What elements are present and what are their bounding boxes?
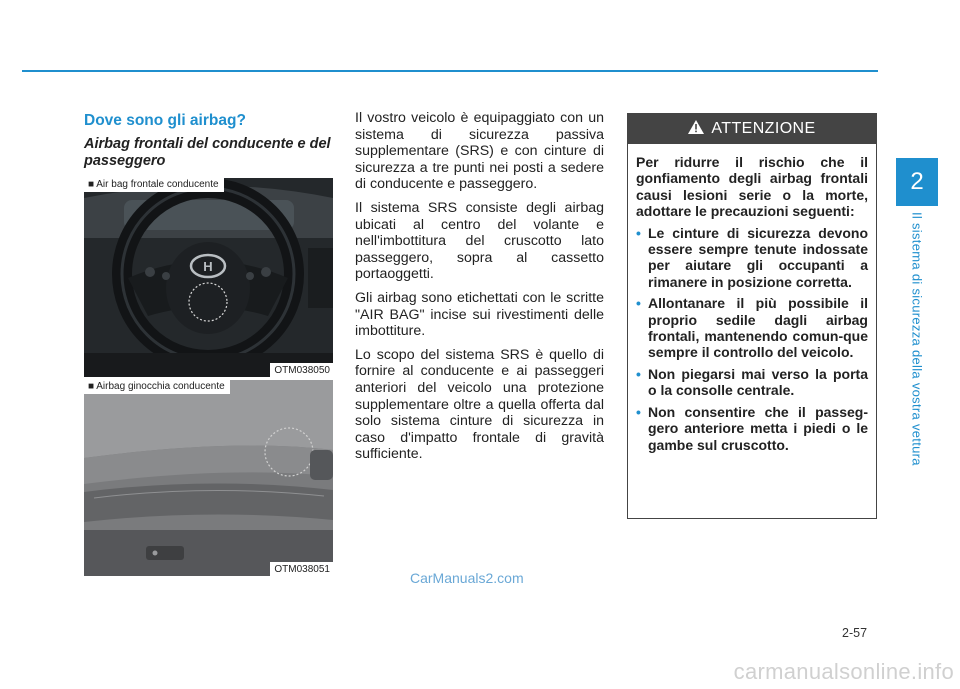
body-text xyxy=(355,110,604,470)
warning-item: • Non consentire che il passeg-gero anteriore metta i piedi o le gambe sul cruscotto. xyxy=(636,403,868,453)
bullet-icon: • xyxy=(636,365,641,382)
bullet-icon: • xyxy=(636,295,641,312)
body-paragraph: Il vostro veicolo è equipaggiato con un sistema di sicurezza passiva supplementare (SRS) e con cinture di sicurezza a tre punti nei posti a sedere di conducente e passeggero. xyxy=(355,110,604,193)
knee-airbag-illustration xyxy=(84,380,333,576)
body-paragraph: Il sistema SRS consiste degli airbag ubicati al centro del volante e nell'imbottitura del cruscotto lato passeggero, sopra al cassetto portaoggetti. xyxy=(355,199,604,283)
warning-box xyxy=(627,113,877,519)
figure-code: OTM038050 xyxy=(270,363,333,377)
bullet-icon: • xyxy=(636,224,641,241)
body-paragraph: Lo scopo del sistema SRS è quello di fornire al conducente e ai passeggeri anteriori del veicolo una protezione supplementare oltre a quella offerta dal solo sistema cinture di sicurezza in caso d'impatto frontale di gravità sufficiente. xyxy=(355,346,604,463)
warning-triangle-icon xyxy=(688,120,704,139)
warning-body xyxy=(628,144,876,453)
svg-text:H: H xyxy=(203,259,213,274)
steering-wheel-illustration xyxy=(84,178,333,377)
warning-intro: Per ridurre il rischio che il gonfiamento degli airbag frontali causi lesioni serie o la morte, adottare le precauzioni seguenti: xyxy=(636,154,868,220)
chapter-tab: 2 xyxy=(896,158,938,206)
section-title: Dove sono gli airbag? xyxy=(84,112,246,129)
warning-list xyxy=(636,225,868,453)
bullet-icon: • xyxy=(636,403,641,420)
warning-item: • Allontanare il più possibile il proprio sedile dagli airbag frontali, mantenendo comun-que sempre il controllo del veicolo. xyxy=(636,295,868,361)
warning-title: ATTENZIONE xyxy=(711,120,816,137)
footer-site-watermark: carmanualsonline.info xyxy=(733,659,954,684)
chapter-side-title-wrap xyxy=(896,212,938,482)
figure-caption: ■ Airbag ginocchia conducente xyxy=(84,380,230,394)
page-number: 2-57 xyxy=(842,626,868,640)
watermark-link[interactable]: CarManuals2.com xyxy=(410,570,524,586)
figure-knee-airbag xyxy=(84,380,333,576)
warning-item: • Le cinture di sicurezza devono essere sempre tenute indossate per aiutare gli occupanti a rimanere in posizione corretta. xyxy=(636,224,868,290)
figure-steering-wheel-airbag xyxy=(84,178,333,377)
figure-caption: ■ Air bag frontale conducente xyxy=(84,178,224,192)
figure-code: OTM038051 xyxy=(270,562,333,576)
top-rule xyxy=(22,70,878,72)
warning-header xyxy=(628,114,876,144)
subsection-title: Airbag frontali del conducente e del passeggero xyxy=(84,136,331,169)
chapter-side-title: Il sistema di sicurezza della vostra vettura xyxy=(909,212,925,466)
warning-item: • Non piegarsi mai verso la porta o la consolle centrale. xyxy=(636,365,868,399)
body-paragraph: Gli airbag sono etichettati con le scritte "AIR BAG" incise sui rivestimenti delle imbottiture. xyxy=(355,289,604,340)
